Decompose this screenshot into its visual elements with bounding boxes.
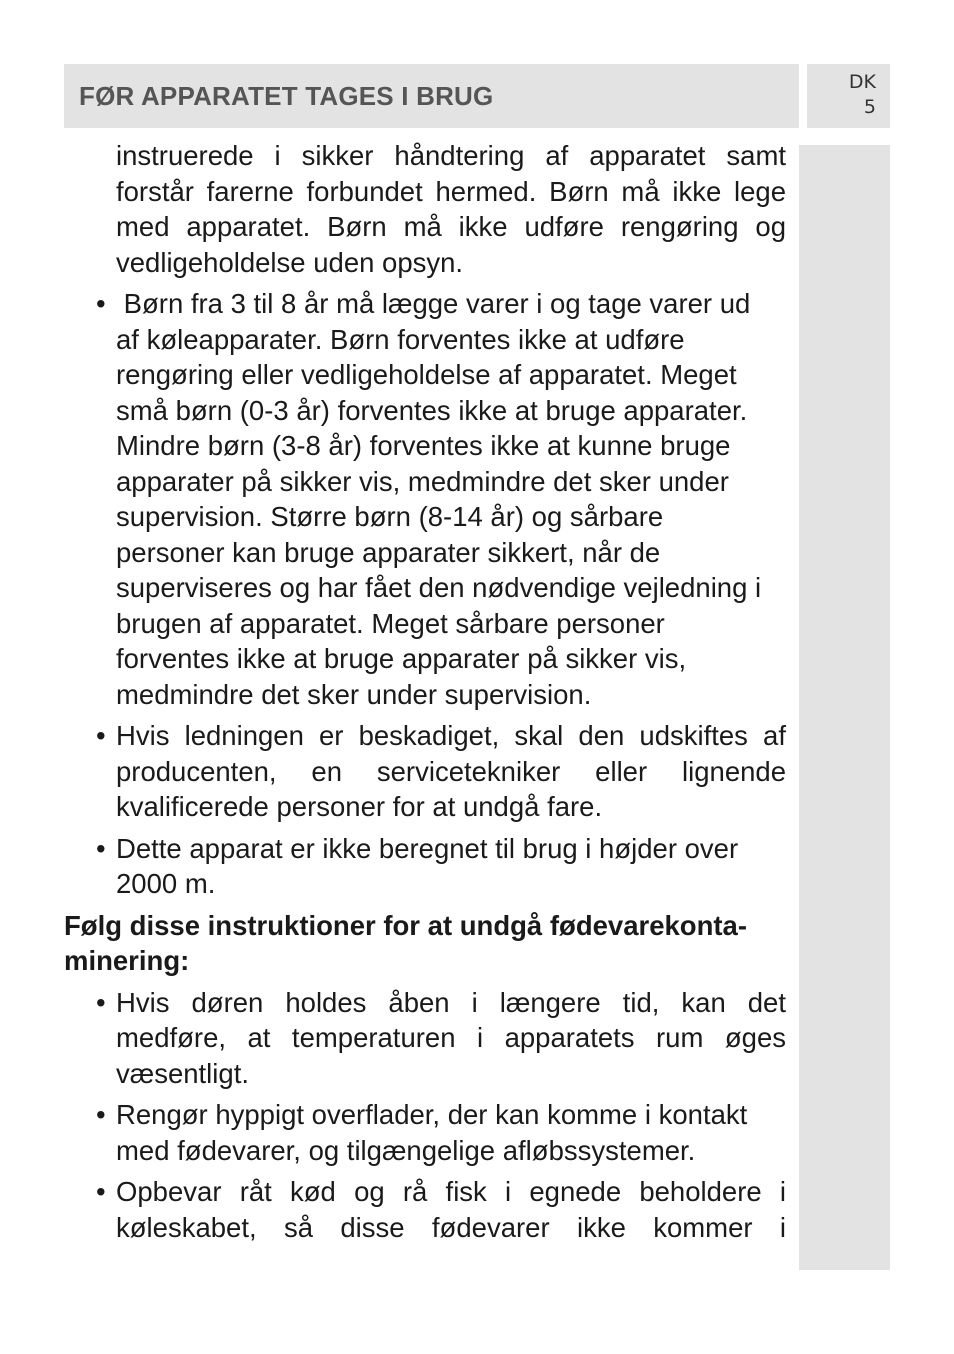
language-code: DK [848,71,876,93]
list-item-text: Hvis ledningen er beskadiget, skal den udskiftes af producenten, en servicetekniker eller lignende kvalificerede personer for at undgå fare. [116,720,786,822]
page-number: 5 [863,96,876,118]
section-title: FØR APPARATET TAGES I BRUG [79,80,494,111]
list-item [64,718,799,825]
list-item [64,985,799,1092]
bullet-symbol: • [96,1176,106,1207]
section-header [64,64,799,128]
bullet-symbol: • [96,720,106,751]
main-content [64,138,799,1245]
bullet-symbol: • [96,1099,106,1130]
list-item [64,831,799,902]
list-item [64,1097,799,1168]
list-item-text: Hvis døren holdes åben i længere tid, kan det medføre, at temperaturen i apparatets rum øges væsentligt. [116,986,786,1089]
list-item-text: Rengør hyppigt overflader, der kan komme i kontakt med fødevarer, og tilgængelige afløbssystemer. [116,1099,748,1166]
section-heading: Følg disse instruktioner for at undgå fødevarekonta-minering: [64,909,748,976]
continued-paragraph: instruerede i sikker håndtering af apparatet samt forstår farerne forbundet hermed. Børn må ikke lege med apparatet. Børn må ikke udføre rengøring og vedligeholdelse uden opsyn. [116,140,786,278]
page-tab [807,64,890,128]
bullet-symbol: • [96,832,106,864]
list-item-text: Dette apparat er ikke beregnet til brug i højder over 2000 m. [116,832,739,899]
page-indicator [849,70,876,120]
side-margin-strip [799,145,890,1270]
bullet-symbol: • [96,986,106,1018]
list-item [64,286,799,712]
bullet-symbol: • [96,288,106,319]
list-item-text: Børn fra 3 til 8 år må lægge varer i og tage varer ud af køleapparater. Børn forventes ikke at udføre rengøring eller vedligeholdelse af apparatet. Meget små børn (0-3 år) forventes ikke at bruge apparater. Mindre børn (3-8 år) forventes ikke at kunne bruge apparater på sikker vis, medmindre det sker under supervision. Større børn (8-14 år) og sårbare personer kan bruge apparater sikkert, når de superviseres og har fået den nødvendige vejledning i brugen af apparatet. Meget sårbare personer forventes ikke at bruge apparater på sikker vis, medmindre det sker under supervision. [116,288,769,710]
list-item-text: Opbevar råt kød og rå fisk i egnede beholdere i køleskabet, så disse fødevarer ikke kommer i [116,1176,786,1243]
list-item [64,1174,799,1245]
